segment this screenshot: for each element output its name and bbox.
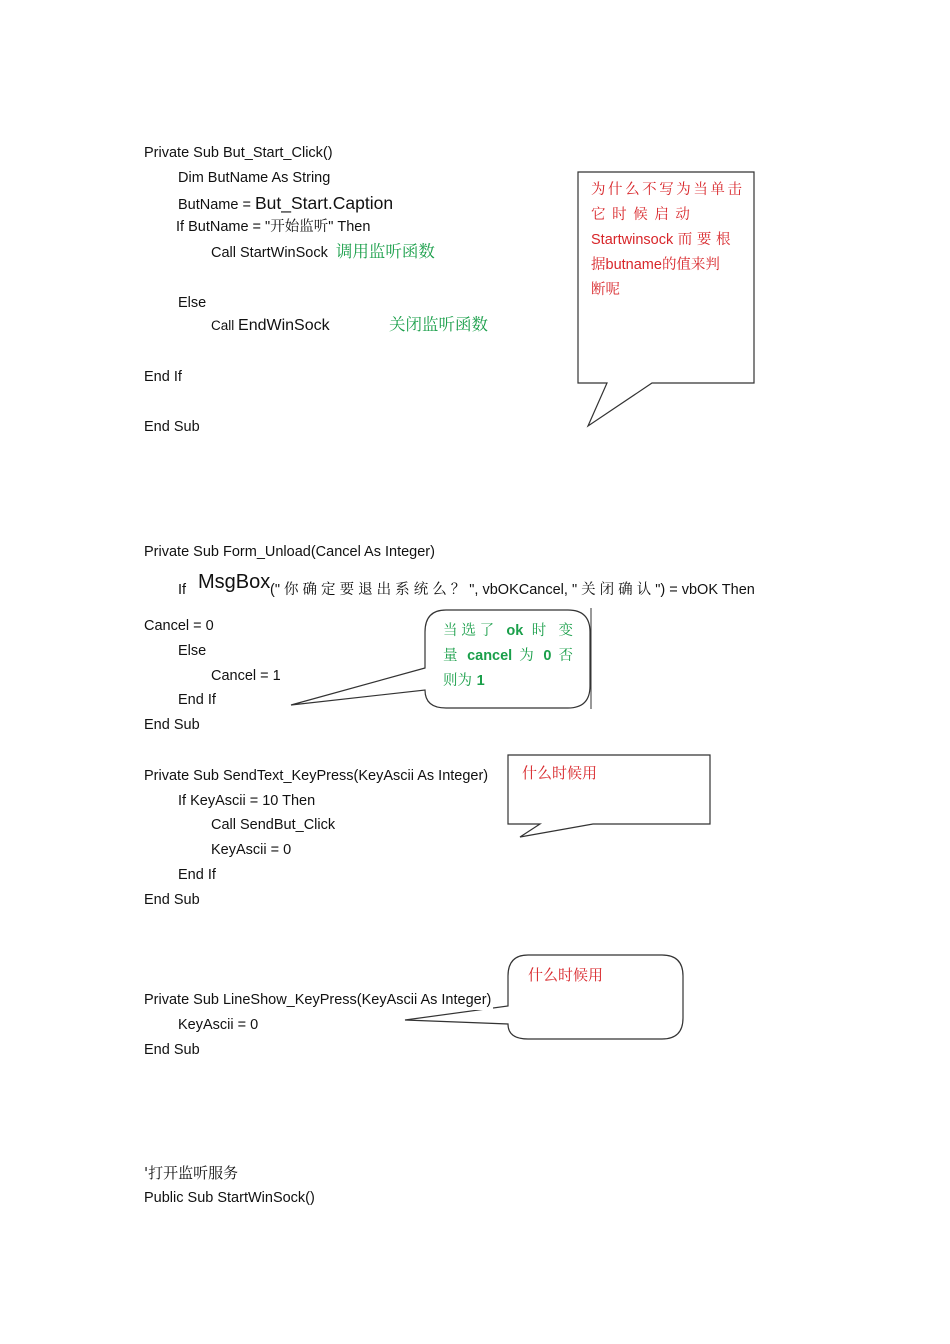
code-line: End If: [178, 867, 216, 883]
code-line: If KeyAscii = 10 Then: [178, 793, 316, 809]
callout-fragment: 而 要 根: [673, 232, 731, 248]
callout-2-text: [443, 619, 573, 694]
callout-fragment: 当选了: [443, 623, 507, 639]
callout-fragment: 时 变: [523, 623, 574, 639]
callout-fragment: 据: [591, 257, 606, 273]
code-line: Private Sub But_Start_Click(): [144, 145, 333, 161]
callout-fragment: 否: [551, 648, 574, 664]
callout-line: [443, 619, 573, 644]
code-line: Public Sub StartWinSock(): [144, 1190, 315, 1206]
callout-3-text: 什么时候用: [522, 764, 598, 782]
code-line-if: If: [178, 582, 187, 598]
code-line: Else: [178, 643, 207, 659]
callout-fragment: 1: [476, 673, 485, 689]
code-fragment: But_Start.Caption: [254, 193, 394, 213]
code-line: Dim ButName As String: [178, 170, 331, 186]
code-line: Cancel = 0: [144, 618, 214, 634]
code-line: End Sub: [144, 717, 200, 733]
code-line: (" 你 确 定 要 退 出 系 统 么 ？ ", vbOKCancel, " 关 闭 确 认 ") = vbOK Then: [270, 582, 755, 598]
code-comment: 调用监听函数: [335, 242, 435, 261]
code-line: End If: [144, 369, 182, 385]
callout-fragment: 为: [512, 648, 544, 664]
code-line: Call SendBut_Click: [211, 817, 336, 833]
callout-line: [443, 669, 573, 694]
code-line: If ButName = "开始监听" Then: [176, 219, 371, 235]
code-line: Private Sub LineShow_KeyPress(KeyAscii As Integer): [144, 992, 492, 1008]
code-comment: 关闭监听函数: [389, 315, 488, 334]
callout-fragment: Startwinsock: [591, 232, 674, 248]
callout-line: 它 时 候 启 动: [591, 207, 690, 223]
code-line: Private Sub SendText_KeyPress(KeyAscii As Integer): [144, 768, 489, 784]
code-line: End Sub: [144, 1042, 200, 1058]
code-fragment: ButName =: [178, 197, 255, 213]
callout-line: [591, 253, 742, 278]
code-line: End Sub: [144, 419, 200, 435]
code-line: Cancel = 1: [211, 668, 281, 684]
code-fragment: Call: [211, 318, 239, 333]
callout-line: [443, 644, 573, 669]
callout-fragment: 则为: [443, 673, 477, 689]
callout-fragment: butname: [605, 257, 662, 273]
code-line: [211, 316, 330, 336]
code-line: End Sub: [144, 892, 200, 908]
callout-fragment: 0: [543, 648, 552, 664]
callout-4-text: 什么时候用: [528, 966, 604, 984]
code-fragment: Call StartWinSock: [211, 245, 328, 261]
code-fragment: EndWinSock: [238, 317, 330, 334]
callout-fragment: 的值来判: [661, 257, 720, 273]
code-line: [178, 193, 393, 215]
callout-line: 断呢: [591, 282, 620, 298]
callout-fragment: ok: [506, 623, 524, 639]
callout-line: 为什么不写为当单击: [591, 182, 742, 198]
callout-1-text: [591, 178, 742, 303]
code-comment: '打开监听服务: [144, 1164, 239, 1182]
callout-line: [591, 228, 742, 253]
code-line: KeyAscii = 0: [178, 1017, 259, 1033]
code-fragment-msgbox: MsgBox: [198, 571, 271, 593]
code-line: [211, 242, 435, 263]
code-line: KeyAscii = 0: [211, 842, 292, 858]
code-line: End If: [178, 692, 216, 708]
callout-fragment: 量: [443, 648, 468, 664]
callout-fragment: cancel: [467, 648, 513, 664]
code-line: Else: [178, 295, 207, 311]
code-line: Private Sub Form_Unload(Cancel As Integer): [144, 544, 435, 560]
